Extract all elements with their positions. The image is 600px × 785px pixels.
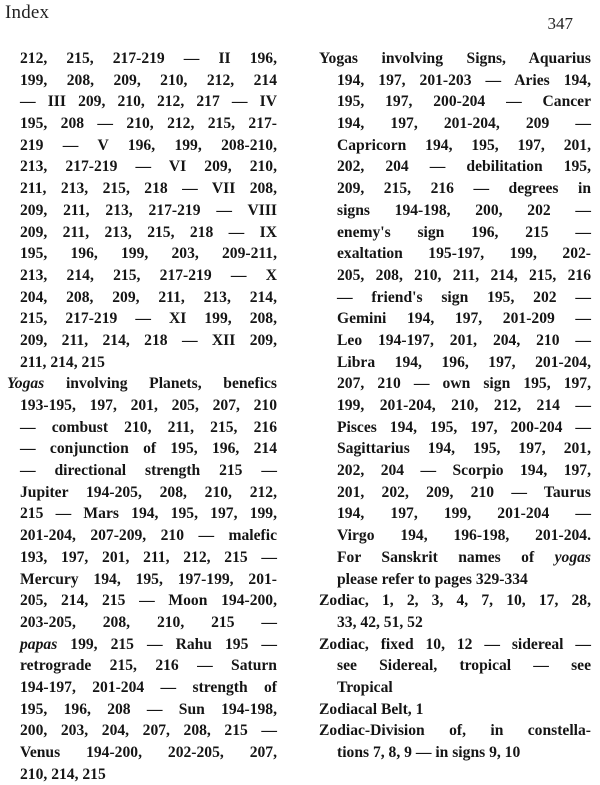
index-text: Pisces 194, 195, 197, 200-204 — (337, 418, 591, 436)
index-text: 213, 217-219 — VI 209, 210, (20, 158, 277, 176)
index-text: 199, 201-204, 210, 212, 214 — (337, 397, 591, 414)
index-text: Zodiacal Belt, 1 (319, 700, 424, 718)
index-line (319, 417, 591, 439)
italic-term: papas (20, 635, 58, 653)
index-text: 205, 208, 210, 211, 214, 215, 216 (337, 266, 591, 284)
index-line (7, 699, 277, 721)
index-text: Tropical (337, 678, 393, 696)
index-text: — directional strength 215 — (20, 462, 277, 480)
index-text: 202, 204 — debilitation 195, (337, 158, 591, 176)
index-line (319, 634, 591, 656)
index-text: 211, 214, 215 (20, 353, 105, 371)
index-text: — combust 210, 211, 215, 216 (20, 418, 277, 436)
index-line (319, 330, 591, 352)
index-text: 194-197, 201-204 — strength of (20, 678, 277, 696)
index-line (319, 547, 591, 569)
index-text: 193-195, 197, 201, 205, 207, 210 (20, 397, 277, 414)
index-line (7, 222, 277, 244)
index-line (319, 699, 591, 721)
index-line (7, 113, 277, 135)
index-line (7, 634, 277, 656)
index-text: 195, 208 — 210, 212, 215, 217- (20, 115, 277, 133)
index-line (7, 48, 277, 70)
index-line (7, 178, 277, 200)
index-text: Zodiac-Division of, in constella- (319, 722, 591, 740)
index-line (7, 308, 277, 330)
index-line (319, 525, 591, 547)
index-line (7, 330, 277, 352)
index-line (7, 742, 277, 764)
index-line (319, 438, 591, 460)
index-text: 212, 215, 217-219 — II 196, (20, 50, 277, 67)
index-line (7, 265, 277, 287)
index-text: Gemini 194, 197, 201-209 — (337, 310, 591, 328)
index-text: 195, 196, 199, 203, 209-211, (20, 245, 277, 263)
index-text: — III 209, 210, 212, 217 — IV (20, 93, 277, 111)
index-line (319, 677, 591, 699)
index-line (319, 113, 591, 135)
index-line (319, 373, 591, 395)
index-line (319, 482, 591, 504)
index-text: Zodiac, 1, 2, 3, 4, 7, 10, 17, 28, (319, 592, 591, 610)
page-number: 347 (547, 14, 573, 33)
index-text: 194, 197, 199, 201-204 — (337, 505, 591, 523)
index-text: tions 7, 8, 9 — in signs 9, 10 (337, 744, 521, 761)
index-line (319, 460, 591, 482)
index-line (319, 720, 591, 742)
index-text: retrograde 215, 216 — Saturn (20, 657, 277, 675)
index-text: Jupiter 194-205, 208, 210, 212, (20, 483, 277, 501)
index-text: Mercury 194, 195, 197-199, 201- (20, 570, 277, 588)
index-text: 194, 197, 201-203 — Aries 194, (337, 71, 591, 89)
index-text: 203-205, 208, 210, 215 — (20, 613, 277, 631)
index-text: signs 194-198, 200, 202 — (337, 201, 591, 219)
index-line (319, 742, 591, 764)
index-line (319, 178, 591, 200)
index-text: — friend's sign 195, 202 — (337, 288, 591, 306)
index-text: 199, 208, 209, 210, 212, 214 (20, 71, 277, 89)
index-text: 201-204, 207-209, 210 — malefic (20, 527, 277, 545)
index-text: 193, 197, 201, 211, 212, 215 — (20, 548, 277, 566)
index-text: 211, 213, 215, 218 — VII 208, (20, 180, 277, 198)
index-line (7, 156, 277, 178)
index-line (319, 503, 591, 525)
index-line (319, 200, 591, 222)
index-line (7, 482, 277, 504)
index-line (7, 503, 277, 525)
index-line (7, 612, 277, 634)
index-text: 209, 211, 214, 218 — XII 209, (20, 331, 277, 349)
index-line (7, 547, 277, 569)
index-line (7, 460, 277, 482)
index-text: 213, 214, 215, 217-219 — X (20, 266, 277, 284)
index-line (7, 569, 277, 591)
index-text: 194, 197, 201-204, 209 — (337, 115, 591, 133)
index-text: 207, 210 — own sign 195, 197, (337, 375, 591, 393)
italic-term: yogas (554, 548, 591, 566)
index-column-left (7, 48, 277, 785)
index-line (319, 352, 591, 374)
index-line (319, 287, 591, 309)
index-line (319, 590, 591, 612)
index-line (319, 135, 591, 157)
index-line (7, 417, 277, 439)
index-line (319, 222, 591, 244)
index-line (319, 308, 591, 330)
index-text: 201, 202, 209, 210 — Taurus (337, 483, 591, 501)
index-text: see Sidereal, tropical — see (337, 657, 591, 675)
index-text: — conjunction of 195, 196, 214 (20, 440, 277, 458)
index-line (7, 352, 277, 374)
index-text: 195, 197, 200-204 — Cancer (337, 93, 591, 111)
index-text: Sagittarius 194, 195, 197, 201, (337, 440, 591, 458)
index-line (7, 655, 277, 677)
index-text: 209, 215, 216 — degrees in (337, 180, 591, 198)
index-line (7, 91, 277, 113)
italic-term: Yogas (7, 375, 45, 393)
index-line (7, 590, 277, 612)
index-text: Virgo 194, 196-198, 201-204. (337, 527, 591, 545)
index-text: 219 — V 196, 199, 208-210, (20, 136, 277, 154)
index-text: Venus 194-200, 202-205, 207, (20, 744, 277, 761)
index-column-right (319, 48, 591, 764)
index-line (319, 91, 591, 113)
index-line (319, 243, 591, 265)
index-text: 215 — Mars 194, 195, 197, 199, (20, 505, 277, 523)
index-line (7, 395, 277, 417)
index-text: please refer to pages 329-334 (337, 570, 528, 588)
index-line (7, 525, 277, 547)
index-line (319, 265, 591, 287)
index-text: 209, 211, 213, 217-219 — VIII (20, 201, 277, 219)
index-line (319, 655, 591, 677)
index-line (319, 48, 591, 70)
index-line (319, 70, 591, 92)
index-text: Leo 194-197, 201, 204, 210 — (337, 331, 591, 349)
index-line (7, 677, 277, 699)
index-text: 204, 208, 209, 211, 213, 214, (20, 288, 277, 306)
index-line (319, 156, 591, 178)
index-text: enemy's sign 196, 215 — (337, 223, 591, 241)
index-text: 199, 215 — Rahu 195 — (57, 635, 277, 653)
index-line (319, 395, 591, 417)
index-text: Libra 194, 196, 197, 201-204, (337, 353, 591, 371)
index-text: 195, 196, 208 — Sun 194-198, (20, 700, 277, 718)
index-text: 33, 42, 51, 52 (337, 613, 423, 631)
index-line (7, 135, 277, 157)
running-head: Index (5, 2, 50, 23)
index-text: Zodiac, fixed 10, 12 — sidereal — (319, 635, 591, 653)
index-line (7, 764, 277, 785)
index-text: involving Planets, benefics (44, 375, 277, 393)
index-text: For Sanskrit names of (337, 548, 555, 566)
index-line (319, 612, 591, 634)
index-line (7, 373, 277, 395)
index-text: 200, 203, 204, 207, 208, 215 — (20, 722, 277, 740)
index-line (7, 243, 277, 265)
index-text: 210, 214, 215 (20, 765, 106, 783)
index-text: 202, 204 — Scorpio 194, 197, (337, 462, 591, 480)
index-line (7, 200, 277, 222)
index-text: 215, 217-219 — XI 199, 208, (20, 310, 277, 328)
index-line (7, 70, 277, 92)
index-text: exaltation 195-197, 199, 202- (337, 245, 591, 263)
index-text: 209, 211, 213, 215, 218 — IX (20, 223, 277, 241)
index-line (319, 569, 591, 591)
index-text: 205, 214, 215 — Moon 194-200, (20, 592, 277, 610)
index-text: Capricorn 194, 195, 197, 201, (337, 136, 591, 154)
index-line (7, 287, 277, 309)
index-line (7, 720, 277, 742)
index-line (7, 438, 277, 460)
index-text: Yogas involving Signs, Aquarius (319, 50, 591, 67)
